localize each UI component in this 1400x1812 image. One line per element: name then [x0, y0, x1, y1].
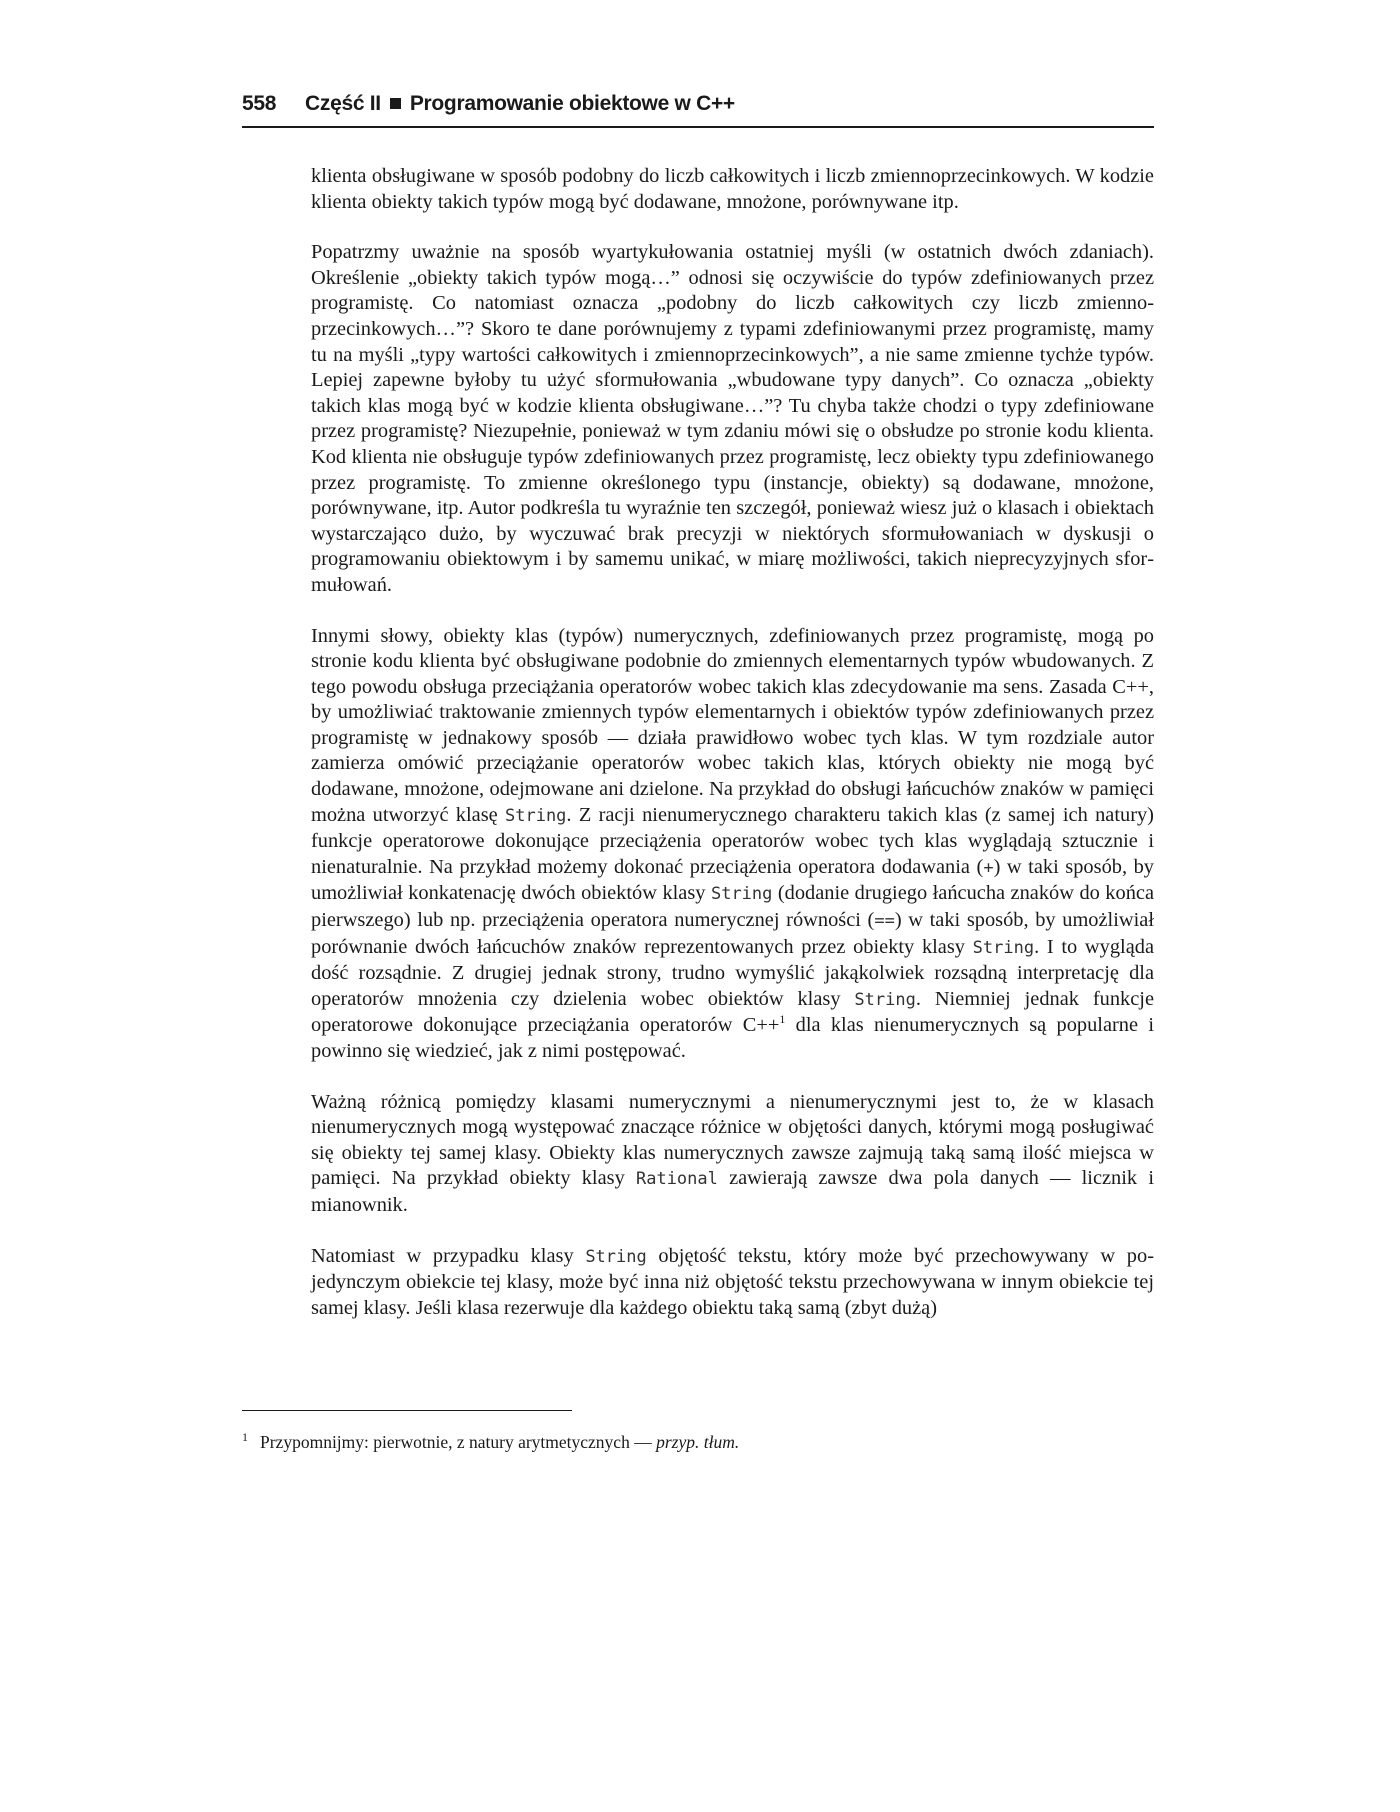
paragraph [311, 240, 1154, 598]
footnote [242, 1426, 1154, 1453]
text-run: . I to wygląda dość rozsądnie. Z drugiej jednak strony, trudno wymyślić jakąkolwiek rozsądną interpretację dla operatorów mnożenia czy dzielenia wobec obiektów klasy [311, 935, 1154, 1010]
footnote-mark: 1 [242, 1430, 248, 1444]
text-run: Ważną różnicą pomiędzy klasami numerycznymi a nienumerycznymi jest to, że w klasach nienumerycznych mogą występować znaczące różnice w objętości danych, którymi mogą posługiwać się obiekty tej samej klasy. Obiekty klas numerycznych zawsze zajmują taką samą ilość miejsca w pamięci. Na przykład obiekty klasy [311, 1090, 1154, 1190]
code-identifier: Rational [635, 1169, 718, 1190]
code-identifier: String [972, 937, 1035, 958]
square-bullet-icon [390, 98, 401, 109]
code-identifier: String [585, 1246, 647, 1267]
text-run: dla klas nienumerycznych są popularne i powinno się wiedzieć, jak z nimi postępować. [311, 1014, 1154, 1062]
page-number: 558 [242, 92, 277, 115]
code-identifier: String [854, 989, 916, 1010]
running-header [242, 92, 1154, 128]
paragraph [311, 624, 1154, 1065]
part-label: Część II [305, 92, 381, 115]
footnote-reference: 1 [779, 1012, 786, 1027]
footnote-divider [242, 1410, 572, 1411]
code-identifier: String [505, 805, 567, 826]
footnote-italic: przyp. tłum. [656, 1432, 740, 1452]
paragraph [311, 1090, 1154, 1219]
footnote-text: Przypomnijmy: pierwotnie, z natury arytmetycznych — [260, 1432, 657, 1452]
body-text [311, 164, 1154, 1321]
code-identifier: == [874, 911, 895, 932]
code-identifier: String [710, 884, 773, 905]
text-run: . Z racji nienumerycznego charakteru takich klas (z samej ich natury) funkcje operatorowe dokonujące przeciążenia operatorów wobec tych klas wyglądają sztucznie i nienaturalnie. Na przykład możemy dokonać przeciążenia operatora dodawania ( [311, 803, 1154, 878]
paragraph [311, 164, 1154, 215]
text-run: . Niemniej jednak funkcje operatorowe dokonujące przeciążania operatorów C++ [311, 987, 1154, 1037]
text-run: zawierają zawsze dwa pola danych — licznik i mianownik. [311, 1167, 1154, 1216]
text-run: klienta obsługiwane w sposób podobny do liczb całkowitych i liczb zmiennoprzecinkowych. W kodzie klienta obiekty takich typów mogą być dodawane, mnożone, porównywane itp. [311, 165, 1154, 213]
text-run: Natomiast w przypadku klasy [311, 1244, 586, 1267]
text-run: ) w taki sposób, by umożliwiał porównanie dwóch łańcuchów znaków reprezentowanych przez obiekty klasy [311, 909, 1154, 958]
paragraph [311, 1244, 1154, 1322]
code-identifier: + [983, 857, 994, 878]
text-run: ) w taki sposób, by umożliwiał konkatenację dwóch obiektów klasy [311, 855, 1154, 905]
chapter-title: Programowanie obiektowe w C++ [409, 92, 735, 115]
text-run: Innymi słowy, obiekty klas (typów) numerycznych, zdefiniowanych przez programistę, mogą po stronie kodu klienta być obsługiwane podobnie do zmiennych elementarnych typów wbudowanych. Z tego powodu obsługa przeciążania operatorów wobec takich klas zdecydowanie ma sens. Zasada C++, by umożliwiać traktowanie zmiennych typów elementarnych i obiektów typów zdefiniowanych przez programistę w jednakowy sposób — działa prawidłowo wobec tych klas. W tym rozdziale autor zamierza omówić przeciążanie operatorów wobec takich klas, których obiekty nie mogą być dodawane, mnożone, odejmowane ani dzielone. Na przykład do obsługi łańcuchów znaków w pamięci można utworzyć klasę [311, 624, 1154, 826]
text-run: (dodanie drugiego łańcucha znaków do końca pierwszego) lub np. przeciążenia operatora numerycznej równości ( [311, 882, 1154, 932]
text-run: Popatrzmy uważnie na sposób wyartykułowania ostatniej myśli (w ostatnich dwóch zdaniach). Określenie „obiekty takich typów mogą…” odnosi się oczywiście do typów zdefiniowanych przez programistę. Co natomiast oznacza „podobny do liczb całkowitych czy liczb zmiennoprzecinkowych…”? Skoro te dane porównujemy z typami zdefiniowanymi przez programistę, mamy tu na myśli „typy wartości całkowitych i zmiennoprzecinkowych”, a nie same zmienne tychże typów. Lepiej zapewne byłoby tu użyć sformułowania „wbudowane typy danych”. Co oznacza „obiekty takich klas mogą być w kodzie klienta obsługiwane…”? Tu chyba także chodzi o typy zdefiniowane przez programistę? Niezupełnie, ponieważ w tym zdaniu mówi się o obsłudze po stronie kodu klienta. Kod klienta nie obsługuje typów zdefiniowanych przez programistę, lecz obiekty typu zdefiniowanego przez programistę. To zmienne określonego typu (instancje, obiekty) są dodawane, mnożone, porównywane, itp. Autor podkreśla tu wyraźnie ten szczegół, ponieważ wiesz już o klasach i obiektach wystarczająco dużo, by wyczuwać brak precyzji w niektórych sformułowaniach w dyskusji o programowaniu obiektowym i by samemu unikać, w miarę możliwości, takich nieprecyzyjnych sformułowań. [311, 241, 1154, 596]
text-run: objętość tekstu, który może być przechowywany w pojedynczym obiekcie tej klasy, może być inna niż objętość tekstu przechowywana w innym obiekcie tej samej klasy. Jeśli klasa rezerwuje dla każdego obiektu taką samą (zbyt dużą) [311, 1244, 1154, 1319]
